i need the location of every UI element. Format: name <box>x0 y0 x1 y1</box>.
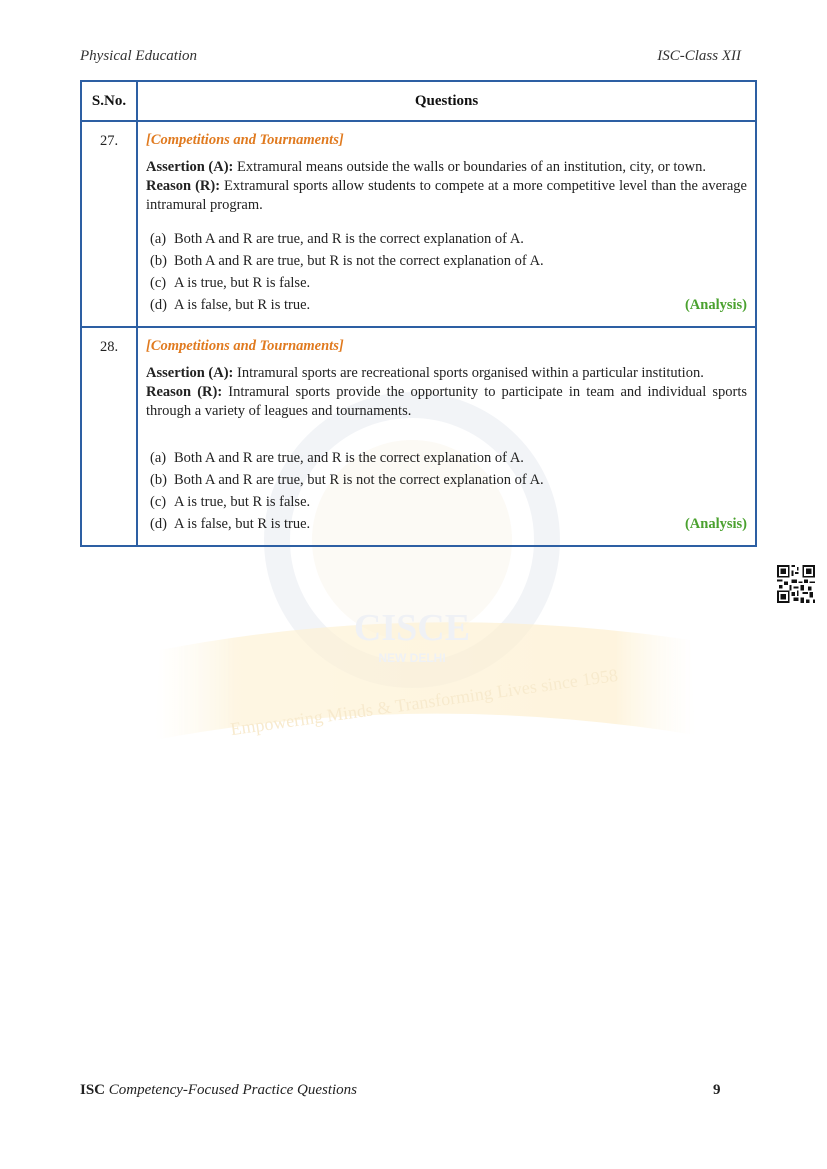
questions-header: Questions <box>137 81 756 121</box>
reason <box>146 383 747 421</box>
option-item: (a) Both A and R are true, and R is the correct explanation of A. <box>150 449 524 466</box>
question-row <box>81 327 756 546</box>
option-item: (c) A is true, but R is false. <box>150 274 311 291</box>
reason-label: Reason (R): <box>146 178 221 194</box>
reason-label: Reason (R): <box>146 384 223 400</box>
assertion-label: Assertion (A): <box>146 159 234 175</box>
question-row <box>81 121 756 327</box>
footer-title <box>80 1082 357 1099</box>
analysis-tag: (Analysis) <box>684 515 747 532</box>
footer-brand: ISC <box>80 1082 106 1098</box>
question-topic: [Competitions and Tournaments] <box>146 338 344 354</box>
question-content <box>137 327 756 546</box>
options-list <box>146 447 747 535</box>
reason <box>146 177 747 215</box>
option-item: (d) A is false, but R is true. (Analysis) <box>150 515 747 532</box>
assertion-text: Intramural sports are recreational sports organised within a particular institution. <box>233 365 704 381</box>
option-item: (d) A is false, but R is true. (Analysis) <box>150 296 747 313</box>
option-item: (a) Both A and R are true, and R is the correct explanation of A. <box>150 230 524 247</box>
page-number: 9 <box>713 1082 721 1098</box>
watermark-org: CISCE <box>353 607 471 649</box>
question-number: 28. <box>81 327 137 546</box>
assertion <box>146 364 747 383</box>
analysis-tag: (Analysis) <box>684 296 747 313</box>
table-header-row <box>81 81 756 121</box>
sno-header: S.No. <box>81 81 137 121</box>
watermark-motto: Empowering Minds & Transforming Lives since 1958 <box>229 664 620 740</box>
options-list <box>146 228 747 316</box>
question-topic: [Competitions and Tournaments] <box>146 132 344 148</box>
header-subject: Physical Education <box>80 48 198 64</box>
watermark-city: NEW DELHI <box>378 651 446 665</box>
footer-title-text: Competency-Focused Practice Questions <box>105 1082 358 1098</box>
assertion-label: Assertion (A): <box>146 365 234 381</box>
option-item: (b) Both A and R are true, but R is not the correct explanation of A. <box>150 252 544 269</box>
question-content <box>137 121 756 327</box>
reason-text: Extramural sports allow students to compete at a more competitive level than the average intramural program. <box>146 178 747 213</box>
qr-code-icon[interactable] <box>777 565 815 603</box>
header-class: ISC-Class XII <box>657 48 741 64</box>
question-number: 27. <box>81 121 137 327</box>
assertion-text: Extramural means outside the walls or boundaries of an institution, city, or town. <box>233 159 707 175</box>
option-item: (c) A is true, but R is false. <box>150 493 311 510</box>
reason-text: Intramural sports provide the opportunity to participate in team and individual sports through a variety of leagues and tournaments. <box>146 384 748 419</box>
assertion <box>146 158 747 177</box>
questions-table <box>80 80 757 547</box>
option-item: (b) Both A and R are true, but R is not the correct explanation of A. <box>150 471 544 488</box>
